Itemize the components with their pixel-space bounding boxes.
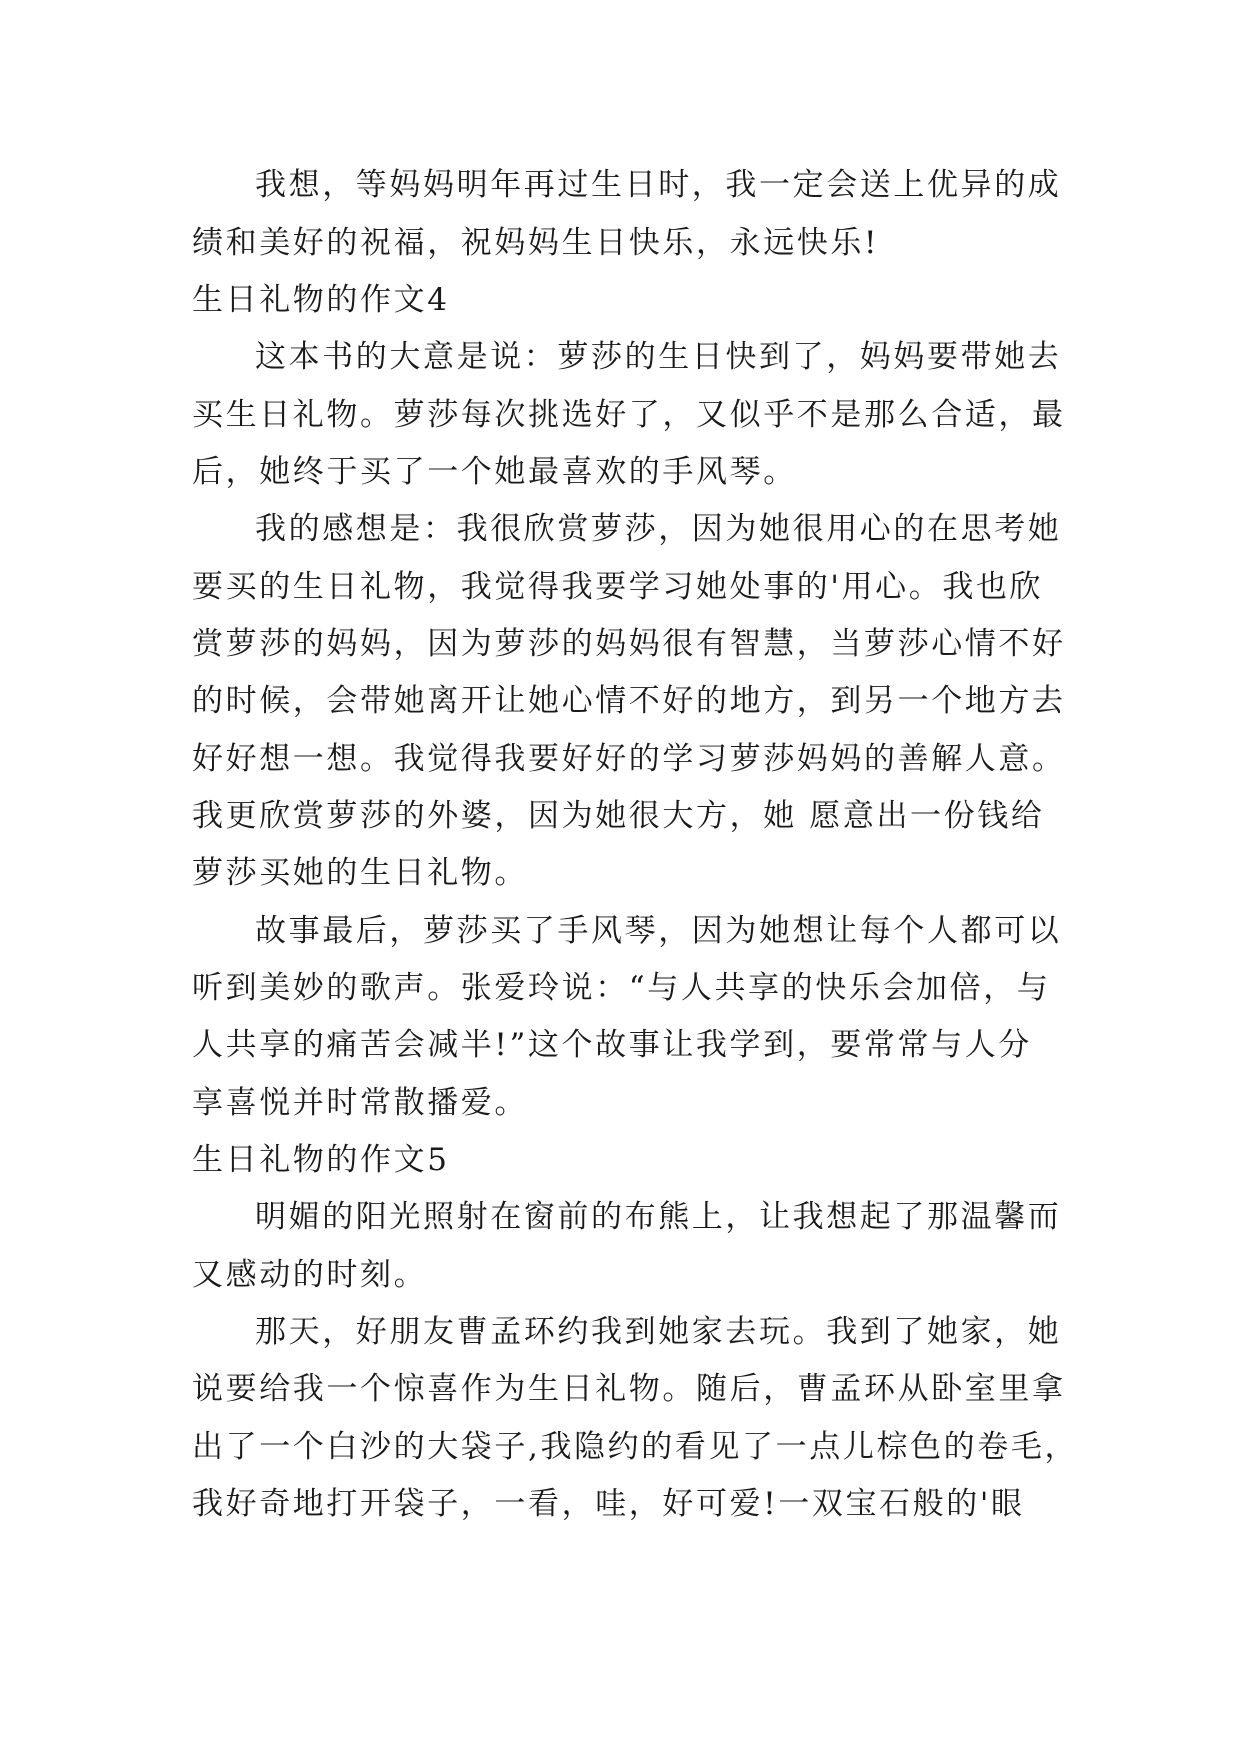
section-heading: 生日礼物的作文4 [192,282,450,318]
paragraph-line: 要买的生日礼物，我觉得我要学习她处事的'用心。我也欣 [192,569,1044,605]
paragraph-line: 又感动的时刻。 [192,1257,428,1293]
paragraph-line: 那天，好朋友曹孟环约我到她家去玩。我到了她家，她 [255,1314,1062,1350]
paragraph-line: 买生日礼物。萝莎每次挑选好了，又似乎不是那么合适，最 [192,397,1066,433]
paragraph-line: 这本书的大意是说：萝莎的生日快到了，妈妈要带她去 [255,339,1062,375]
paragraph-line: 听到美妙的歌声。张爱玲说：“与人共享的快乐会加倍，与 [192,970,1051,1006]
paragraph-line: 明媚的阳光照射在窗前的布熊上，让我想起了那温馨而 [255,1199,1062,1235]
paragraph-line: 的时候，会带她离开让她心情不好的地方，到另一个地方去 [192,683,1066,719]
paragraph-line: 故事最后，萝莎买了手风琴，因为她想让每个人都可以 [255,913,1062,949]
paragraph-line: 我好奇地打开袋子，一看，哇，好可爱!一双宝石般的'眼 [192,1486,1025,1522]
paragraph-line: 我想，等妈妈明年再过生日时，我一定会送上优异的成 [255,167,1062,203]
paragraph-line: 说要给我一个惊喜作为生日礼物。随后，曹孟环从卧室里拿 [192,1371,1066,1407]
paragraph-line: 我更欣赏萝莎的外婆，因为她很大方，她 愿意出一份钱给 [192,798,1045,834]
paragraph-line: 后，她终于买了一个她最喜欢的手风琴。 [192,454,797,490]
paragraph-line: 赏萝莎的妈妈，因为萝莎的妈妈很有智慧，当萝莎心情不好 [192,626,1066,662]
paragraph-line: 绩和美好的祝福，祝妈妈生日快乐，永远快乐! [192,225,880,261]
paragraph-line: 人共享的痛苦会减半!”这个故事让我学到，要常常与人分 [192,1027,1032,1063]
paragraph-line: 萝莎买她的生日礼物。 [192,855,528,891]
paragraph-line: 好好想一想。我觉得我要好好的学习萝莎妈妈的善解人意。 [192,741,1066,777]
section-heading: 生日礼物的作文5 [192,1142,450,1178]
paragraph-line: 出了一个白沙的大袋子,我隐约的看见了一点儿棕色的卷毛， [192,1429,1079,1465]
paragraph-line: 享喜悦并时常散播爱。 [192,1085,528,1121]
paragraph-line: 我的感想是：我很欣赏萝莎，因为她很用心的在思考她 [255,511,1062,547]
